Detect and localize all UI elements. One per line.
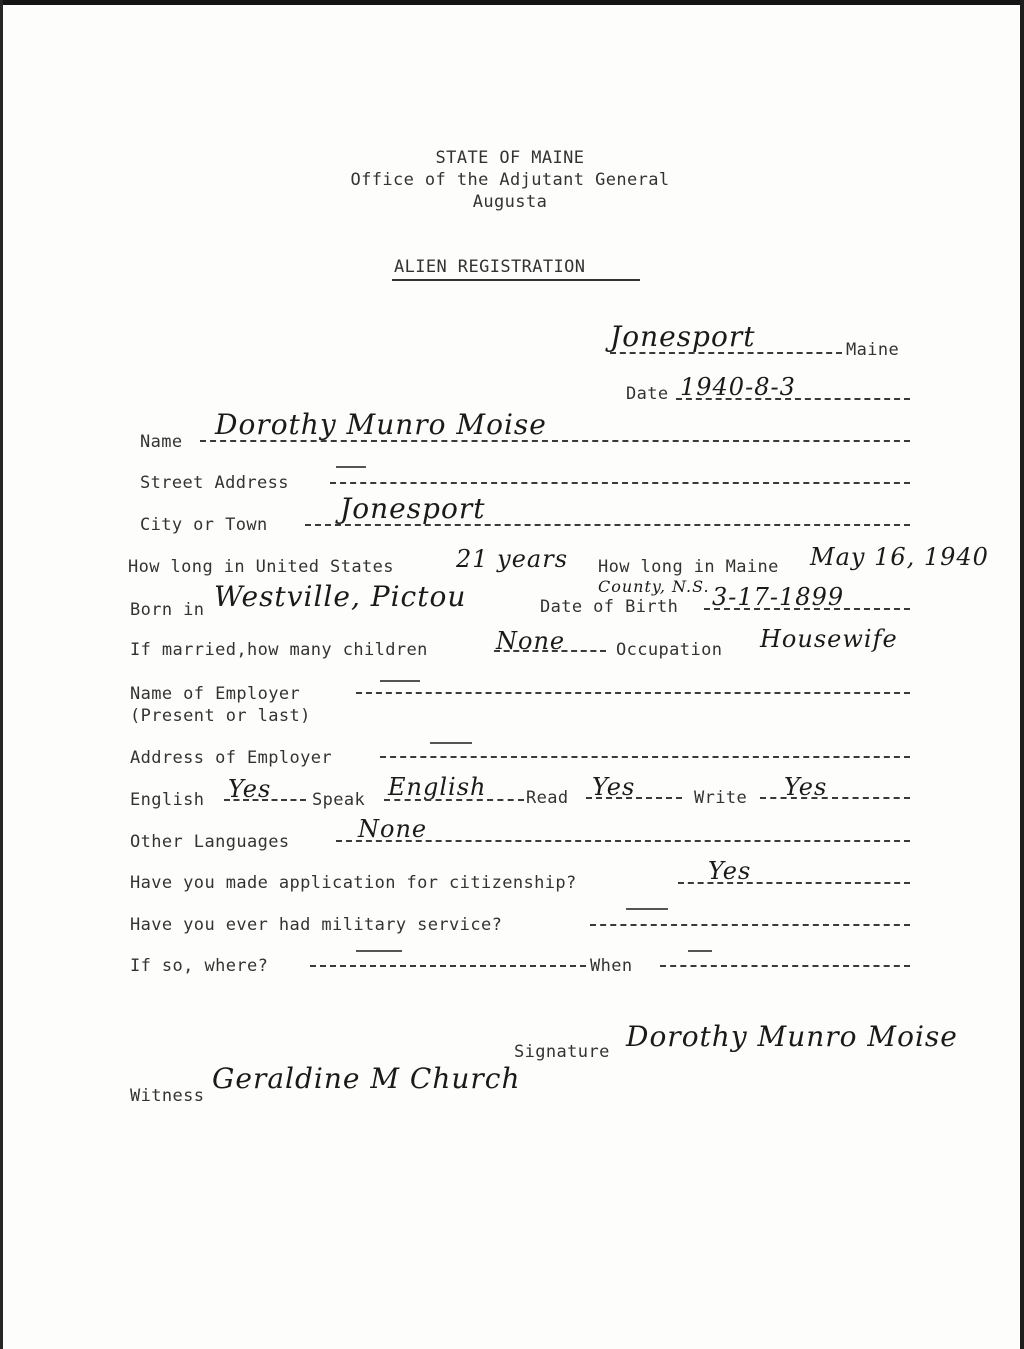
children-value: None: [496, 627, 566, 655]
born-extra-value: County, N.S.: [598, 577, 710, 596]
header-office: Office of the Adjutant General: [350, 170, 670, 190]
other-languages-line: [336, 840, 910, 842]
write-label: Write: [694, 788, 748, 808]
us-duration-value: 21 years: [456, 545, 569, 573]
employer-address-line: [380, 756, 910, 758]
when-line: [660, 965, 910, 967]
where-tick: [356, 950, 402, 952]
when-label: When: [590, 956, 633, 976]
english-line: [224, 799, 306, 801]
street-line: [330, 482, 910, 484]
witness-value: Geraldine M Church: [212, 1062, 521, 1095]
name-line: [200, 440, 910, 442]
english-label: English: [130, 790, 205, 810]
citizenship-label: Have you made application for citizenship?: [130, 873, 577, 893]
when-tick: [688, 950, 712, 952]
occupation-label: Occupation: [616, 640, 723, 660]
date-line: [676, 398, 910, 400]
employer-address-label: Address of Employer: [130, 748, 333, 768]
military-label: Have you ever had military service?: [130, 915, 503, 935]
location-town-value: Jonesport: [610, 320, 756, 353]
employer-label: Name of Employer: [130, 684, 301, 704]
city-value: Jonesport: [340, 492, 486, 525]
scan-edge-right: [1020, 0, 1024, 1349]
employer-tick: [380, 680, 420, 682]
employer-line: [356, 692, 910, 694]
dob-line: [704, 608, 910, 610]
name-label: Name: [140, 432, 183, 452]
header-state: STATE OF MAINE: [435, 148, 585, 168]
us-duration-label: How long in United States: [128, 557, 394, 577]
maine-duration-value: May 16, 1940: [810, 543, 989, 571]
children-label: If married,how many children: [130, 640, 428, 660]
write-value: Yes: [784, 773, 828, 801]
employer-address-tick: [430, 742, 472, 744]
speak-line: [384, 799, 524, 801]
form-title: ALIEN REGISTRATION: [394, 257, 586, 277]
signature-label: Signature: [514, 1042, 610, 1062]
citizenship-value: Yes: [708, 857, 752, 885]
maine-duration-label: How long in Maine: [598, 557, 779, 577]
citizenship-line: [678, 882, 910, 884]
location-line: [610, 352, 842, 354]
city-line: [305, 524, 910, 526]
military-tick: [626, 908, 668, 910]
read-value: Yes: [592, 773, 636, 801]
born-label: Born in: [130, 600, 205, 620]
dob-label: Date of Birth: [540, 597, 679, 617]
date-label: Date: [626, 384, 669, 404]
other-languages-label: Other Languages: [130, 832, 290, 852]
children-line: [494, 650, 606, 652]
where-label: If so, where?: [130, 956, 269, 976]
occupation-value: Housewife: [760, 625, 898, 653]
military-line: [590, 924, 910, 926]
other-languages-value: None: [358, 815, 428, 843]
employer-sublabel: (Present or last): [130, 706, 311, 726]
name-value: Dorothy Munro Moise: [215, 408, 547, 441]
where-line: [310, 965, 586, 967]
witness-label: Witness: [130, 1086, 205, 1106]
date-value: 1940-8-3: [680, 373, 796, 401]
scan-edge-top: [0, 0, 1024, 5]
signature-value: Dorothy Munro Moise: [626, 1020, 958, 1053]
speak-value: English: [388, 773, 487, 801]
location-state-label: Maine: [846, 340, 900, 360]
dob-value: 3-17-1899: [712, 583, 845, 611]
english-value: Yes: [228, 775, 272, 803]
header-city: Augusta: [472, 192, 548, 212]
scan-edge-left: [0, 0, 3, 1349]
read-line: [586, 797, 682, 799]
read-label: Read: [526, 788, 569, 808]
born-value: Westville, Pictou: [214, 580, 467, 613]
speak-label: Speak: [312, 790, 366, 810]
street-label: Street Address: [140, 473, 289, 493]
street-tick: [336, 466, 366, 468]
title-underline: [392, 279, 640, 281]
city-label: City or Town: [140, 515, 268, 535]
write-line: [760, 797, 910, 799]
